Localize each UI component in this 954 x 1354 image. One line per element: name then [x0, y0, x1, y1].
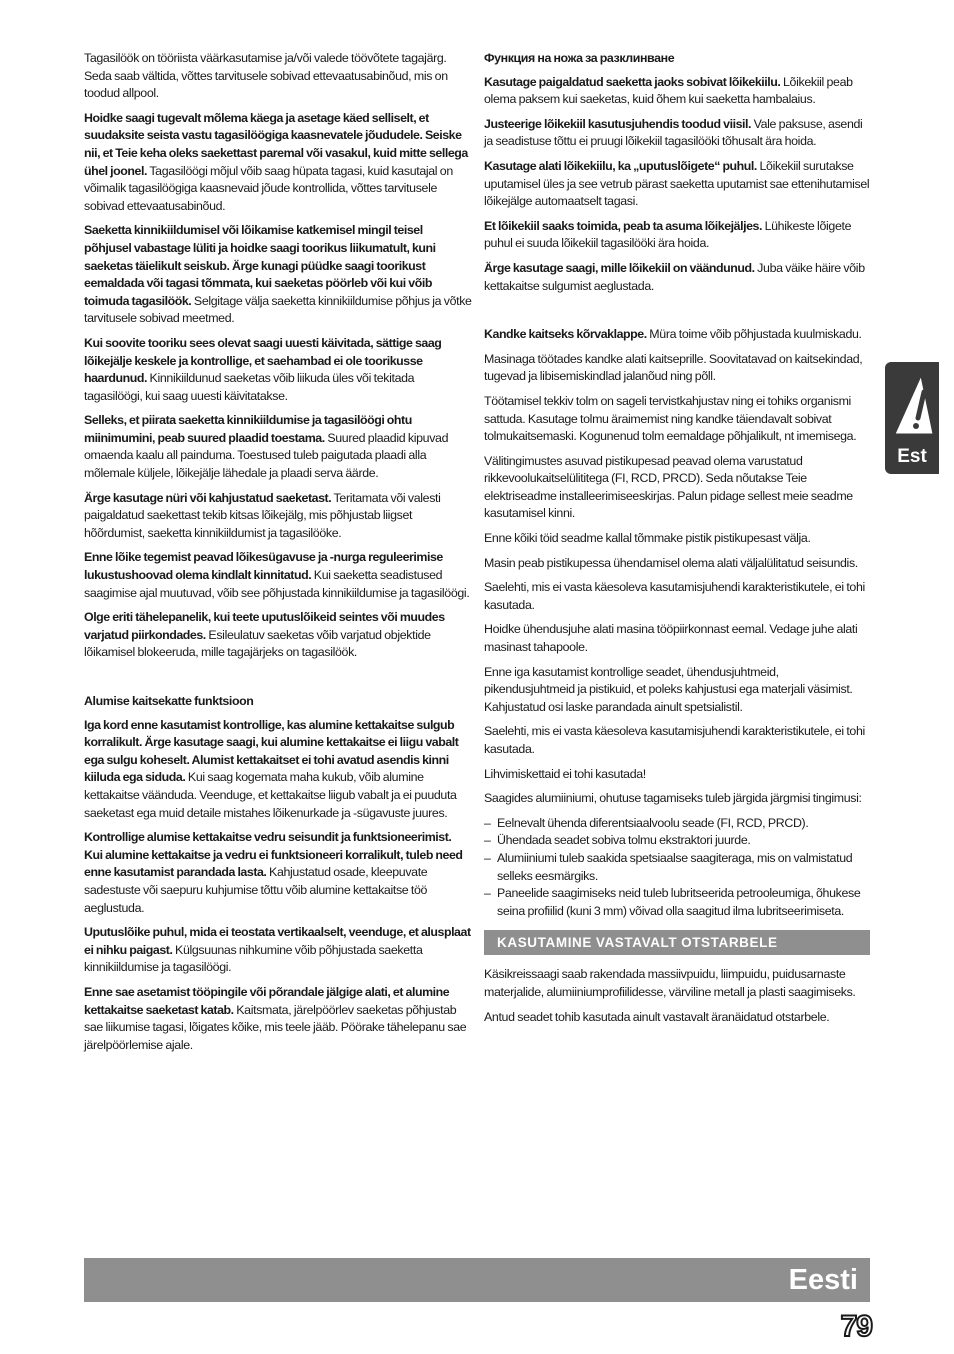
list-item: – Paneelide saagimiseks neid tuleb lubritseerida petrooleumiga, õhukese seina profiilid (kuni 3 mm) võivad olla saagitud ilma lubritseerimiseta. [484, 885, 870, 920]
side-tab-label: Est [897, 446, 927, 467]
paragraph: Et lõikekiil saaks toimida, peab ta asuma lõikejäljes. Lühikeste lõigete puhul ei suuda lõikekiil tagasilööki ära hoida. [484, 218, 852, 251]
paragraph: Enne lõike tegemist peavad lõikesügavuse ja -nurga reguleerimise lukustushoovad olema kindlalt kinnitatud. Kui saeketta seadistused saagimise ajal muutuvad, võib see põhjustada kinnikiildumise ja tagasilöögi. [84, 550, 470, 600]
list-item: – Alumiiniumi tuleb saakida spetsiaalse saagiteraga, mis on valmistatud selleks eesmärgiks. [484, 850, 870, 885]
paragraph: Hoidke saagi tugevalt mõlema käega ja asetage käed selliselt, et suudaksite seista vastu tagasilöögiga kaasnevatele jõududele. Seiske nii, et Teie keha oleks saekettast paremal või vasakul, kuid mitte sellega ühel joonel. Tagasilöögi mõjul võib saag hüpata tagasi, kuid kasutajal on võimalik tagasilöögiga kaasnevaid jõude kontrollida, võttes tarvitusele sobivad ettevaatusabinõud. [84, 110, 468, 213]
list-item: – Eelnevalt ühenda diferentsiaalvoolu seade (FI, RCD, PRCD). [484, 815, 870, 833]
section-heading-lower-guard: Alumise kaitsekatte funktsioon [84, 694, 254, 708]
paragraph: Antud seadet tohib kasutada ainult vastavalt äranäidatud otstarbele. [484, 1009, 830, 1024]
paragraph: Kasutage alati lõikekiilu, ka „uputuslõigete“ puhul. Lõikekiil surutakse uputamisel üles ja see vetrub pärast saeketta uputamist sae ettenihutamisel lõikejälge automaatselt tagasi. [484, 158, 870, 209]
paragraph: Enne sae asetamist tööpingile või põrandale jälgige alati, et alumine kettakaitse saeketast katab. Kaitsmata, järelpöörlev saeketas põhjustab sae liikumise tagasi, lõigates kõike, mis teele jääb. Pöörake tähelepanu sae järelpöörlemise ajale. [84, 984, 467, 1052]
paragraph: Hoidke ühendusjuhe alati masina tööpiirkonnast eemal. Vedage juhe alati masinast tahapoole. [484, 622, 858, 655]
paragraph: Justeerige lõikekiil kasutusjuhendis toodud viisil. Vale paksuse, asendi ja seadistuse tõttu ei pruugi lõikekiil tagasilööki tõhusalt ära hoida. [484, 116, 863, 149]
list-item: – Ühendada seadet sobiva tolmu ekstraktori juurde. [484, 832, 870, 850]
paragraph: Tagasilöök on tööriista väärkasutamise ja/või valede töövõtete tagajärg. Seda saab vältida, võttes tarvitusele sobivad ettevaatusabinõud, mis on toodud allpool. [84, 51, 448, 101]
paragraph: Enne kõiki töid seadme kallal tõmmake pistik pistikupesast välja. [484, 531, 811, 546]
paragraph: Olge eriti tähelepanelik, kui teete uputuslõikeid seintes või muudes varjatud piirkondades. Esileulatuv saeketas võib varjatud objektide lõikamisel blokeeruda, mille tagajärjeks on tagasilöök. [84, 610, 445, 660]
paragraph: Kasutage paigaldatud saeketta jaoks sobivat lõikekiilu. Lõikekiil peab olema paksem kui saeketas, kuid õhem kui saeketta hambalaius. [484, 74, 853, 107]
left-column [84, 50, 472, 1061]
right-column [484, 50, 870, 1033]
paragraph: Saelehti, mis ei vasta käesoleva kasutamisjuhendi karakteristikutele, ei tohi kasutada. [484, 724, 865, 756]
warning-exclamation-icon [891, 374, 935, 438]
footer-language: Eesti [788, 1264, 858, 1296]
paragraph: Saeketta kinnikiildumisel või lõikamise katkemisel mingil teisel põhjusel vabastage lüliti ja hoidke saagi toorikus liikumatult, kuni saeketas täielikult seiskub. Ärge kunagi püüdke saagi toorikust eemaldada või tagasi tõmmata, kui saeketas pöörleb või kui võib toimuda tagasilöök. Selgitage välja saeketta kinnikiildumise põhjus ja võtke tarvitusele sobivad meetmed. [84, 223, 472, 326]
aluminium-conditions-list [484, 815, 870, 921]
footer-band [84, 1258, 870, 1302]
section-heading-riving-knife: Функция на ножа за разклинване [484, 51, 675, 65]
paragraph: Kui soovite tooriku sees olevat saagi uuesti käivitada, sättige saag lõikejälje keskele ja kontrollige, et saehambad ei ole toorikusse haardunud. Kinnikiildunud saeketas võib liikuda üles või tekitada tagasilöögi, kui saag uuesti käivitatakse. [84, 335, 442, 403]
paragraph: Töötamisel tekkiv tolm on sageli tervistkahjustav ning ei tohiks organismi sattuda. Kasutage tolmu äraimemist ning kandke täiendavalt sobivat tolmukaitsemaski. Kogunenud tolm eemaldage põhjalikult, nt imemisega. [484, 393, 857, 444]
paragraph: Ärge kasutage nüri või kahjustatud saeketast. Teritamata või valesti paigaldatud saekettast tekib kitsas lõikejälg, mis põhjustab liigset hõõrdumist, saeketta kinnikiildumist ja tagasilööke. [84, 490, 441, 540]
paragraph: Masin peab pistikupessa ühendamisel olema alati väljalülitatud seisundis. [484, 555, 858, 570]
paragraph: Selleks, et piirata saeketta kinnikiildumise ja tagasilöögi ohtu miinimumini, peab suured plaadid toestama. Suured plaadid kipuvad omaenda kaalu all painduma. Toestused tuleb paigutada plaadi alla mõlemale küljele, lõikejälje lähedale ja plaadi serva äärde. [84, 413, 449, 481]
paragraph: Käsikreissaagi saab rakendada massiivpuidu, liimpuidu, puidusarnaste materjalide, alumiiniumprofiilidesse, värviline metall ja plasti saagimiseks. [484, 967, 856, 999]
paragraph: Lihvimiskettaid ei tohi kasutada! [484, 766, 646, 781]
paragraph: Iga kord enne kasutamist kontrollige, kas alumine kettakaitse sulgub korralikult. Ärge kasutage saagi, kui alumine kettakaitse ei liigu vabalt ega sulgu koheselt. Alumist kettakaitset ei tohi avatud asendis kinni kiiluda ega siduda. Kui saag kogemata maha kukub, võib alumine kettakaitse väänduda. Veenduge, et kettakaitse liigub vabalt ja ei puuduta saeketast ega muid detaile mistahes lõikenurkade ja -sügavuste juures. [84, 717, 459, 820]
paragraph: Välitingimustes asuvad pistikupesad peavad olema varustatud rikkevoolukaitselülititega (FI, RCD, PRCD). Seda nõutakse Teie elektriseadme installeerimiseeskirjas. Palun pidage sellest meie seadme kasutamisel kinni. [484, 453, 853, 521]
paragraph: Enne iga kasutamist kontrollige seadet, ühendusjuhtmeid, pikendusjuhtmeid ja pistikuid, et poleks kahjustusi ega materjali väsimist. Kahjustatud osi laske parandada ainult spetsialistil. [484, 664, 853, 714]
paragraph: Kandke kaitseks kõrvaklappe. Müra toime võib põhjustada kuulmiskadu. [484, 327, 862, 342]
language-side-tab [885, 362, 939, 474]
page-number: 79 [840, 1310, 872, 1343]
paragraph: Saelehti, mis ei vasta käesoleva kasutamisjuhendi karakteristikutele, ei tohi kasutada. [484, 580, 865, 612]
paragraph: Saagides alumiiniumi, ohutuse tagamiseks tuleb järgida järgmisi tingimusi: [484, 791, 862, 806]
paragraph: Ärge kasutage saagi, mille lõikekiil on väändunud. Juba väike häire võib kettakaitse sulgumist aeglustada. [484, 260, 865, 293]
paragraph: Kontrollige alumise kettakaitse vedru seisundit ja funktsioneerimist. Kui alumine kettakaitse ja vedru ei funktsioneeri korralikult, tuleb need enne kasutamist parandada lasta. Kahjustatud osade, kleepuvate sadestuste või saepuru kuhjumise tõttu võib alumine kettakaitse töö aeglustuda. [84, 830, 463, 915]
paragraph: Uputuslõike puhul, mida ei teostata vertikaalselt, veenduge, et alusplaat ei nihku paigast. Külgsuunas nihkumine võib põhjustada saeketta kinnikiildumise ja tagasilöögi. [84, 925, 471, 975]
section-band-intended-use: KASUTAMINE VASTAVALT OTSTARBELE [484, 930, 870, 955]
paragraph: Masinaga töötades kandke alati kaitseprille. Soovitatavad on kaitsekindad, tugevad ja libisemiskindlad jalanõud ning põll. [484, 351, 863, 384]
